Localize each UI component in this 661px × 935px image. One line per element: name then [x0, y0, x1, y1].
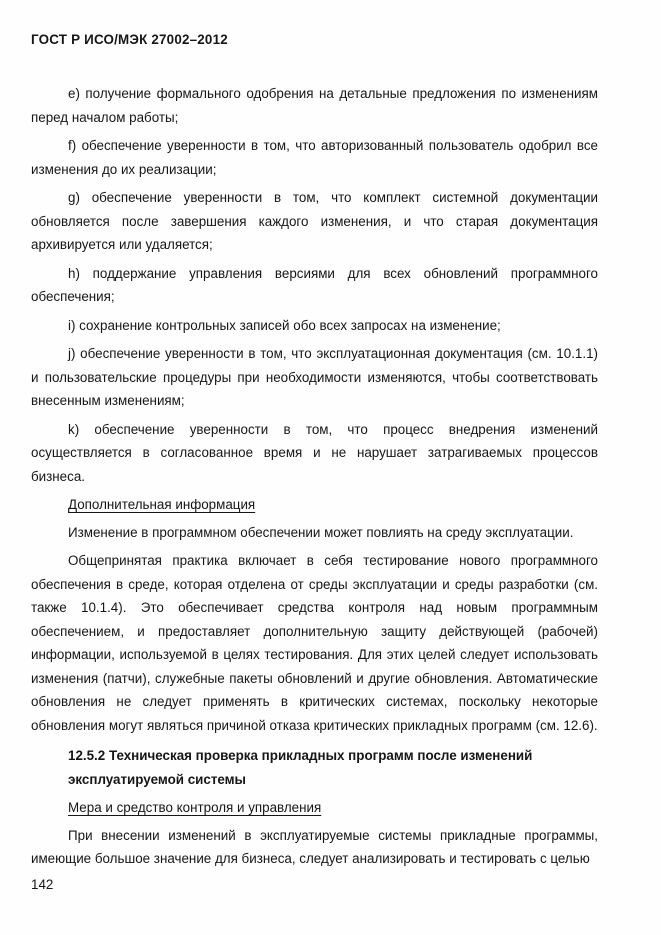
- list-item: g) обеспечение уверенности в том, что комплект системной документации обновляется после завершения каждого изменения, и что старая документация архивируется или удаляется;: [31, 190, 598, 252]
- list-item: k) обеспечение уверенности в том, что процесс внедрения изменений осуществляется в согласованное время и не нарушает затрагиваемых процессов бизнеса.: [31, 421, 598, 484]
- list-item: f) обеспечение уверенности в том, что авторизованный пользователь одобрил все изменения до их реализации;: [31, 138, 598, 177]
- paragraph: Изменение в программном обеспечении может повлиять на среду эксплуатации.: [68, 524, 574, 540]
- page-body: [31, 82, 598, 876]
- list-item: e) получение формального одобрения на детальные предложения по изменениям перед началом работы;: [31, 86, 598, 125]
- section-heading: 12.5.2 Техническая проверка прикладных программ после изменений эксплуатируемой системы: [68, 748, 533, 787]
- control-title: Мера и средство контроля и управления: [68, 800, 322, 815]
- paragraph: Общепринятая практика включает в себя тестирование нового программного обеспечения в среде, которая отделена от среды эксплуатации и среды разработки (см. также 10.1.4). Это обеспечивает средства контроля над новым программным обеспечением, и предоставляет дополнительную защиту действующей (рабочей) информации, используемой в целях тестирования. Для этих целей следует использовать изменения (патчи), служебные пакеты обновлений и другие обновления. Автоматические обновления не следует применять в критических системах, поскольку некоторые обновления могут являться причиной отказа критических прикладных программ (см. 12.6).: [31, 553, 598, 733]
- list-item: h) поддержание управления версиями для всех обновлений программного обеспечения;: [31, 265, 598, 304]
- page-number: 142: [31, 877, 54, 892]
- document-header: ГОСТ Р ИСО/МЭК 27002–2012: [31, 32, 228, 47]
- list-item: i) сохранение контрольных записей обо всех запросах на изменение;: [68, 317, 501, 333]
- paragraph: При внесении изменений в эксплуатируемые системы прикладные программы, имеющие большое значение для бизнеса, следует анализировать и тестировать с целью: [31, 827, 598, 866]
- additional-info-title: Дополнительная информация: [68, 497, 256, 512]
- list-item: j) обеспечение уверенности в том, что эксплуатационная документация (см. 10.1.1) и пользовательские процедуры при необходимости изменяются, чтобы соответствовать внесенным изменениям;: [31, 346, 598, 408]
